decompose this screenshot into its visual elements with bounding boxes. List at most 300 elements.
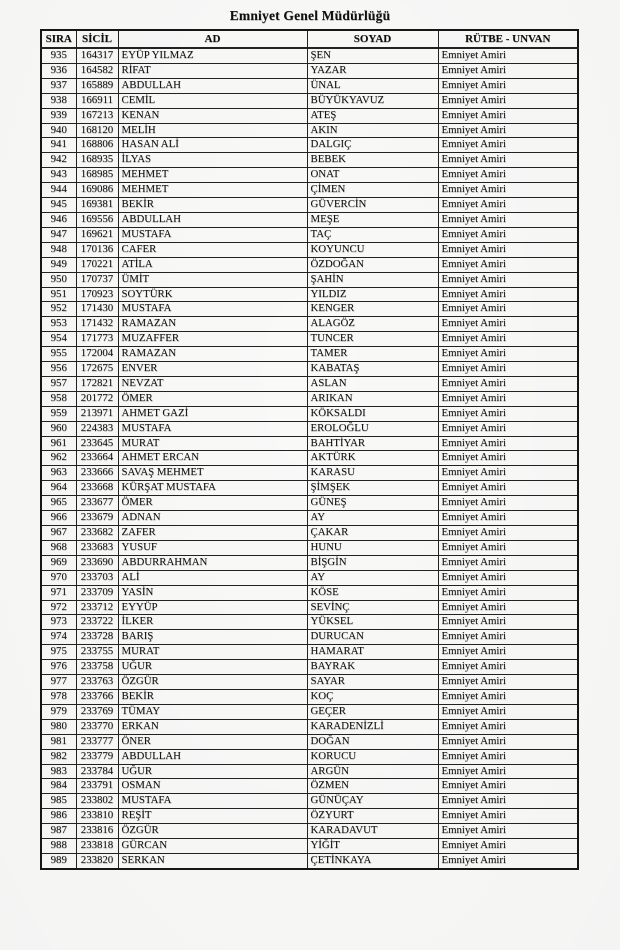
- cell-rutbe: Emniyet Amiri: [438, 809, 578, 824]
- cell-sicil: 233666: [76, 466, 118, 481]
- cell-soyad: DOĞAN: [307, 734, 438, 749]
- cell-sira: 951: [41, 287, 76, 302]
- cell-ad: EYYÜP: [118, 600, 307, 615]
- table-row: [41, 794, 578, 809]
- table-row: [41, 734, 578, 749]
- table-row: [41, 183, 578, 198]
- cell-sira: 986: [41, 809, 76, 824]
- cell-soyad: BÜYÜKYAVUZ: [307, 93, 438, 108]
- cell-sira: 970: [41, 570, 76, 585]
- cell-sicil: 233755: [76, 645, 118, 660]
- cell-soyad: AKIN: [307, 123, 438, 138]
- cell-sicil: 172675: [76, 362, 118, 377]
- cell-soyad: KARADENİZLİ: [307, 719, 438, 734]
- cell-ad: ENVER: [118, 362, 307, 377]
- cell-ad: ABDURRAHMAN: [118, 555, 307, 570]
- cell-sicil: 233763: [76, 675, 118, 690]
- cell-soyad: ALAGÖZ: [307, 317, 438, 332]
- cell-ad: HASAN ALİ: [118, 138, 307, 153]
- cell-soyad: YÜKSEL: [307, 615, 438, 630]
- cell-sicil: 233703: [76, 570, 118, 585]
- table-row: [41, 511, 578, 526]
- cell-sicil: 233712: [76, 600, 118, 615]
- cell-sira: 935: [41, 48, 76, 63]
- cell-sicil: 169086: [76, 183, 118, 198]
- cell-ad: MELİH: [118, 123, 307, 138]
- cell-soyad: TUNCER: [307, 332, 438, 347]
- cell-ad: MURAT: [118, 436, 307, 451]
- cell-soyad: AY: [307, 511, 438, 526]
- cell-ad: BARIŞ: [118, 630, 307, 645]
- cell-soyad: KOYUNCU: [307, 242, 438, 257]
- table-row: [41, 272, 578, 287]
- cell-sicil: 233679: [76, 511, 118, 526]
- table-row: [41, 302, 578, 317]
- cell-soyad: EROLOĞLU: [307, 421, 438, 436]
- cell-ad: ABDULLAH: [118, 212, 307, 227]
- cell-rutbe: Emniyet Amiri: [438, 227, 578, 242]
- cell-soyad: ONAT: [307, 168, 438, 183]
- cell-rutbe: Emniyet Amiri: [438, 585, 578, 600]
- cell-ad: MURAT: [118, 645, 307, 660]
- cell-soyad: ÖZYURT: [307, 809, 438, 824]
- table-row: [41, 853, 578, 868]
- cell-sicil: 172004: [76, 347, 118, 362]
- cell-rutbe: Emniyet Amiri: [438, 853, 578, 868]
- table-row: [41, 153, 578, 168]
- cell-rutbe: Emniyet Amiri: [438, 421, 578, 436]
- cell-rutbe: Emniyet Amiri: [438, 511, 578, 526]
- cell-rutbe: Emniyet Amiri: [438, 675, 578, 690]
- cell-rutbe: Emniyet Amiri: [438, 526, 578, 541]
- cell-ad: SAVAŞ MEHMET: [118, 466, 307, 481]
- cell-soyad: HAMARAT: [307, 645, 438, 660]
- table-row: [41, 704, 578, 719]
- table-row: [41, 540, 578, 555]
- table-row: [41, 779, 578, 794]
- table-row: [41, 242, 578, 257]
- cell-rutbe: Emniyet Amiri: [438, 257, 578, 272]
- table-row: [41, 496, 578, 511]
- cell-rutbe: Emniyet Amiri: [438, 362, 578, 377]
- cell-sira: 944: [41, 183, 76, 198]
- cell-sira: 977: [41, 675, 76, 690]
- cell-ad: BEKİR: [118, 198, 307, 213]
- table-row: [41, 227, 578, 242]
- cell-rutbe: Emniyet Amiri: [438, 570, 578, 585]
- table-row: [41, 436, 578, 451]
- cell-sicil: 233810: [76, 809, 118, 824]
- cell-sicil: 233722: [76, 615, 118, 630]
- cell-sira: 953: [41, 317, 76, 332]
- cell-soyad: ASLAN: [307, 376, 438, 391]
- cell-ad: KENAN: [118, 108, 307, 123]
- cell-soyad: ŞAHİN: [307, 272, 438, 287]
- cell-rutbe: Emniyet Amiri: [438, 824, 578, 839]
- cell-rutbe: Emniyet Amiri: [438, 451, 578, 466]
- cell-soyad: ÇETİNKAYA: [307, 853, 438, 868]
- cell-sira: 937: [41, 78, 76, 93]
- cell-sicil: 233664: [76, 451, 118, 466]
- cell-soyad: TAÇ: [307, 227, 438, 242]
- cell-sicil: 171773: [76, 332, 118, 347]
- cell-ad: KÜRŞAT MUSTAFA: [118, 481, 307, 496]
- cell-sicil: 169556: [76, 212, 118, 227]
- table-row: [41, 421, 578, 436]
- cell-rutbe: Emniyet Amiri: [438, 615, 578, 630]
- cell-sicil: 233677: [76, 496, 118, 511]
- cell-ad: CEMİL: [118, 93, 307, 108]
- cell-soyad: ATEŞ: [307, 108, 438, 123]
- cell-ad: ABDULLAH: [118, 78, 307, 93]
- cell-rutbe: Emniyet Amiri: [438, 704, 578, 719]
- cell-rutbe: Emniyet Amiri: [438, 779, 578, 794]
- cell-sicil: 233682: [76, 526, 118, 541]
- cell-sira: 972: [41, 600, 76, 615]
- cell-rutbe: Emniyet Amiri: [438, 391, 578, 406]
- cell-rutbe: Emniyet Amiri: [438, 839, 578, 854]
- cell-ad: ÖMER: [118, 496, 307, 511]
- cell-rutbe: Emniyet Amiri: [438, 287, 578, 302]
- cell-sicil: 233758: [76, 660, 118, 675]
- table-row: [41, 391, 578, 406]
- cell-sicil: 170737: [76, 272, 118, 287]
- table-row: [41, 749, 578, 764]
- cell-soyad: SAYAR: [307, 675, 438, 690]
- cell-sicil: 166911: [76, 93, 118, 108]
- cell-rutbe: Emniyet Amiri: [438, 600, 578, 615]
- cell-ad: ABDULLAH: [118, 749, 307, 764]
- cell-sira: 963: [41, 466, 76, 481]
- cell-sicil: 164317: [76, 48, 118, 63]
- cell-sicil: 170923: [76, 287, 118, 302]
- cell-sicil: 169381: [76, 198, 118, 213]
- cell-soyad: GEÇER: [307, 704, 438, 719]
- cell-soyad: ARIKAN: [307, 391, 438, 406]
- cell-soyad: ÖZDOĞAN: [307, 257, 438, 272]
- cell-soyad: ÜNAL: [307, 78, 438, 93]
- cell-sicil: 233777: [76, 734, 118, 749]
- cell-soyad: GÜVERCİN: [307, 198, 438, 213]
- cell-soyad: KÖKSALDI: [307, 406, 438, 421]
- cell-sira: 983: [41, 764, 76, 779]
- cell-sira: 948: [41, 242, 76, 257]
- column-header-sicil: SİCİL: [76, 30, 118, 48]
- cell-ad: ZAFER: [118, 526, 307, 541]
- table-row: [41, 600, 578, 615]
- cell-rutbe: Emniyet Amiri: [438, 183, 578, 198]
- cell-soyad: BAYRAK: [307, 660, 438, 675]
- cell-ad: AHMET GAZİ: [118, 406, 307, 421]
- table-row: [41, 63, 578, 78]
- cell-soyad: DALGIÇ: [307, 138, 438, 153]
- cell-sicil: 233766: [76, 689, 118, 704]
- cell-soyad: ARGÜN: [307, 764, 438, 779]
- cell-rutbe: Emniyet Amiri: [438, 794, 578, 809]
- cell-sira: 940: [41, 123, 76, 138]
- cell-sira: 941: [41, 138, 76, 153]
- cell-sicil: 168806: [76, 138, 118, 153]
- cell-soyad: GÜNÜÇAY: [307, 794, 438, 809]
- table-row: [41, 615, 578, 630]
- cell-soyad: AY: [307, 570, 438, 585]
- cell-ad: MUSTAFA: [118, 227, 307, 242]
- cell-sira: 949: [41, 257, 76, 272]
- table-row: [41, 123, 578, 138]
- cell-sira: 982: [41, 749, 76, 764]
- table-row: [41, 630, 578, 645]
- cell-soyad: ÇAKAR: [307, 526, 438, 541]
- table-row: [41, 675, 578, 690]
- cell-ad: NEVZAT: [118, 376, 307, 391]
- table-row: [41, 406, 578, 421]
- cell-rutbe: Emniyet Amiri: [438, 108, 578, 123]
- cell-sicil: 233818: [76, 839, 118, 854]
- cell-ad: EYÜP YILMAZ: [118, 48, 307, 63]
- table-row: [41, 466, 578, 481]
- cell-ad: RİFAT: [118, 63, 307, 78]
- cell-sicil: 213971: [76, 406, 118, 421]
- cell-sira: 974: [41, 630, 76, 645]
- cell-soyad: HUNU: [307, 540, 438, 555]
- table-row: [41, 585, 578, 600]
- cell-rutbe: Emniyet Amiri: [438, 466, 578, 481]
- cell-ad: ÖMER: [118, 391, 307, 406]
- cell-soyad: ÖZMEN: [307, 779, 438, 794]
- cell-sicil: 201772: [76, 391, 118, 406]
- cell-ad: ÖZGÜR: [118, 675, 307, 690]
- cell-ad: UĞUR: [118, 764, 307, 779]
- table-row: [41, 689, 578, 704]
- cell-rutbe: Emniyet Amiri: [438, 749, 578, 764]
- cell-sicil: 172821: [76, 376, 118, 391]
- cell-ad: RAMAZAN: [118, 347, 307, 362]
- column-header-rutbe: RÜTBE - UNVAN: [438, 30, 578, 48]
- table-row: [41, 93, 578, 108]
- cell-sicil: 233791: [76, 779, 118, 794]
- cell-rutbe: Emniyet Amiri: [438, 153, 578, 168]
- cell-sicil: 168935: [76, 153, 118, 168]
- cell-soyad: MEŞE: [307, 212, 438, 227]
- cell-ad: MUSTAFA: [118, 794, 307, 809]
- cell-sicil: 167213: [76, 108, 118, 123]
- table-row: [41, 48, 578, 63]
- cell-ad: İLKER: [118, 615, 307, 630]
- cell-rutbe: Emniyet Amiri: [438, 481, 578, 496]
- cell-rutbe: Emniyet Amiri: [438, 272, 578, 287]
- cell-rutbe: Emniyet Amiri: [438, 302, 578, 317]
- cell-sicil: 233769: [76, 704, 118, 719]
- cell-rutbe: Emniyet Amiri: [438, 198, 578, 213]
- cell-soyad: KOÇ: [307, 689, 438, 704]
- cell-ad: MUZAFFER: [118, 332, 307, 347]
- cell-sira: 971: [41, 585, 76, 600]
- cell-ad: SOYTÜRK: [118, 287, 307, 302]
- cell-soyad: ŞEN: [307, 48, 438, 63]
- cell-ad: ÖZGÜR: [118, 824, 307, 839]
- cell-sicil: 233668: [76, 481, 118, 496]
- cell-rutbe: Emniyet Amiri: [438, 317, 578, 332]
- cell-sira: 973: [41, 615, 76, 630]
- cell-ad: OSMAN: [118, 779, 307, 794]
- cell-sira: 960: [41, 421, 76, 436]
- cell-sicil: 168985: [76, 168, 118, 183]
- table-row: [41, 555, 578, 570]
- cell-sicil: 170136: [76, 242, 118, 257]
- cell-rutbe: Emniyet Amiri: [438, 93, 578, 108]
- cell-rutbe: Emniyet Amiri: [438, 123, 578, 138]
- cell-sira: 943: [41, 168, 76, 183]
- table-row: [41, 108, 578, 123]
- cell-rutbe: Emniyet Amiri: [438, 496, 578, 511]
- table-row: [41, 809, 578, 824]
- cell-sira: 947: [41, 227, 76, 242]
- cell-ad: UĞUR: [118, 660, 307, 675]
- cell-sira: 978: [41, 689, 76, 704]
- cell-sicil: 233690: [76, 555, 118, 570]
- cell-sira: 966: [41, 511, 76, 526]
- cell-sira: 976: [41, 660, 76, 675]
- cell-rutbe: Emniyet Amiri: [438, 347, 578, 362]
- cell-sicil: 224383: [76, 421, 118, 436]
- cell-sira: 968: [41, 540, 76, 555]
- column-header-soyad: SOYAD: [307, 30, 438, 48]
- cell-sira: 952: [41, 302, 76, 317]
- cell-sira: 961: [41, 436, 76, 451]
- cell-sira: 942: [41, 153, 76, 168]
- cell-ad: AHMET ERCAN: [118, 451, 307, 466]
- cell-ad: YASİN: [118, 585, 307, 600]
- cell-ad: MEHMET: [118, 183, 307, 198]
- table-row: [41, 481, 578, 496]
- cell-sira: 946: [41, 212, 76, 227]
- cell-sira: 969: [41, 555, 76, 570]
- cell-rutbe: Emniyet Amiri: [438, 540, 578, 555]
- table-row: [41, 764, 578, 779]
- cell-rutbe: Emniyet Amiri: [438, 630, 578, 645]
- table-row: [41, 168, 578, 183]
- cell-rutbe: Emniyet Amiri: [438, 332, 578, 347]
- cell-rutbe: Emniyet Amiri: [438, 734, 578, 749]
- cell-sicil: 164582: [76, 63, 118, 78]
- cell-ad: ATİLA: [118, 257, 307, 272]
- cell-soyad: GÜNEŞ: [307, 496, 438, 511]
- cell-soyad: ŞİMŞEK: [307, 481, 438, 496]
- cell-sicil: 233770: [76, 719, 118, 734]
- cell-sira: 985: [41, 794, 76, 809]
- cell-rutbe: Emniyet Amiri: [438, 689, 578, 704]
- cell-sira: 945: [41, 198, 76, 213]
- cell-sicil: 233784: [76, 764, 118, 779]
- table-row: [41, 332, 578, 347]
- table-row: [41, 570, 578, 585]
- table-row: [41, 287, 578, 302]
- cell-soyad: SEVİNÇ: [307, 600, 438, 615]
- cell-rutbe: Emniyet Amiri: [438, 48, 578, 63]
- table-row: [41, 138, 578, 153]
- table-row: [41, 257, 578, 272]
- cell-rutbe: Emniyet Amiri: [438, 212, 578, 227]
- table-row: [41, 317, 578, 332]
- table-row: [41, 719, 578, 734]
- cell-ad: ALİ: [118, 570, 307, 585]
- cell-sicil: 233779: [76, 749, 118, 764]
- cell-rutbe: Emniyet Amiri: [438, 660, 578, 675]
- cell-sicil: 233820: [76, 853, 118, 868]
- cell-rutbe: Emniyet Amiri: [438, 436, 578, 451]
- table-row: [41, 212, 578, 227]
- cell-sicil: 233645: [76, 436, 118, 451]
- cell-sira: 957: [41, 376, 76, 391]
- table-row: [41, 78, 578, 93]
- table-row: [41, 824, 578, 839]
- cell-ad: ERKAN: [118, 719, 307, 734]
- cell-soyad: KORUCU: [307, 749, 438, 764]
- column-header-sira: SIRA: [41, 30, 76, 48]
- cell-sira: 984: [41, 779, 76, 794]
- cell-ad: ÜMİT: [118, 272, 307, 287]
- page-title: Emniyet Genel Müdürlüğü: [229, 8, 391, 23]
- cell-soyad: ÇİMEN: [307, 183, 438, 198]
- cell-soyad: BEBEK: [307, 153, 438, 168]
- cell-ad: CAFER: [118, 242, 307, 257]
- cell-sicil: 165889: [76, 78, 118, 93]
- cell-ad: TÜMAY: [118, 704, 307, 719]
- cell-sicil: 171430: [76, 302, 118, 317]
- cell-rutbe: Emniyet Amiri: [438, 645, 578, 660]
- cell-soyad: KARASU: [307, 466, 438, 481]
- cell-sira: 958: [41, 391, 76, 406]
- personnel-table: [40, 29, 579, 870]
- cell-sicil: 171432: [76, 317, 118, 332]
- cell-sira: 939: [41, 108, 76, 123]
- cell-sira: 975: [41, 645, 76, 660]
- cell-ad: MUSTAFA: [118, 421, 307, 436]
- cell-soyad: KÖSE: [307, 585, 438, 600]
- cell-sira: 967: [41, 526, 76, 541]
- cell-sira: 959: [41, 406, 76, 421]
- cell-sira: 936: [41, 63, 76, 78]
- cell-ad: YUSUF: [118, 540, 307, 555]
- cell-sicil: 233816: [76, 824, 118, 839]
- cell-sira: 950: [41, 272, 76, 287]
- cell-rutbe: Emniyet Amiri: [438, 63, 578, 78]
- cell-rutbe: Emniyet Amiri: [438, 78, 578, 93]
- table-row: [41, 376, 578, 391]
- cell-soyad: BAHTİYAR: [307, 436, 438, 451]
- cell-sira: 962: [41, 451, 76, 466]
- cell-sira: 938: [41, 93, 76, 108]
- table-row: [41, 660, 578, 675]
- cell-rutbe: Emniyet Amiri: [438, 168, 578, 183]
- cell-sira: 965: [41, 496, 76, 511]
- table-row: [41, 645, 578, 660]
- cell-sicil: 169621: [76, 227, 118, 242]
- table-row: [41, 198, 578, 213]
- cell-soyad: TAMER: [307, 347, 438, 362]
- cell-soyad: YİĞİT: [307, 839, 438, 854]
- cell-rutbe: Emniyet Amiri: [438, 242, 578, 257]
- cell-rutbe: Emniyet Amiri: [438, 406, 578, 421]
- cell-ad: ADNAN: [118, 511, 307, 526]
- cell-ad: RAMAZAN: [118, 317, 307, 332]
- table-row: [41, 347, 578, 362]
- cell-soyad: YILDIZ: [307, 287, 438, 302]
- cell-ad: ÖNER: [118, 734, 307, 749]
- cell-ad: İLYAS: [118, 153, 307, 168]
- header-row: [41, 30, 578, 48]
- cell-ad: SERKAN: [118, 853, 307, 868]
